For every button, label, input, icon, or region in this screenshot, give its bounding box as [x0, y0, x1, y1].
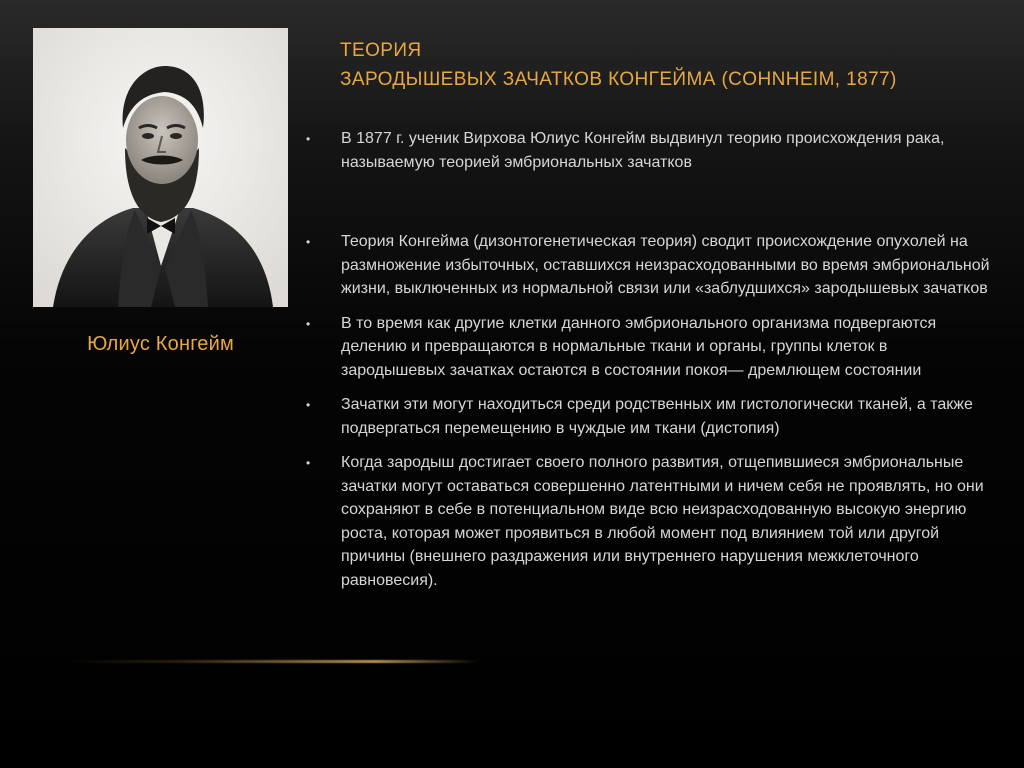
bullet-item: [306, 393, 996, 440]
slide-title-line1: ТЕОРИЯ: [340, 40, 422, 61]
portrait-caption: Юлиус Конгейм: [87, 333, 234, 355]
bullet-item: [306, 451, 996, 592]
bullet-dot-icon: •: [306, 456, 311, 470]
bullet-dot-icon: •: [306, 316, 311, 331]
bullet-dot-icon: •: [306, 132, 311, 146]
portrait-illustration: [33, 28, 288, 307]
bullet-list: [306, 127, 996, 592]
bullet-dot-icon: •: [306, 235, 311, 249]
slide-title: [340, 36, 1000, 94]
bullet-text: Теория Конгейма (дизонтогенетическая теория) сводит происхождение опухолей на размножение избыточных, оставшихся неизрасходованными во время эмбриональной жизни, выключенных из нормальной связи или «заблудшихся» зародышевых зачатков: [341, 233, 990, 297]
bullet-dot-icon: •: [306, 398, 311, 412]
bullet-text: В 1877 г. ученик Вирхова Юлиус Конгейм выдвинул теорию происхождения рака, называемую теорией эмбриональных зачатков: [341, 130, 945, 171]
portrait-photo: [33, 28, 288, 307]
bullet-text: В то время как другие клетки данного эмбрионального организма подвергаются делению и превращаются в нормальные ткани и органы, группы клеток в зародышевых зачатках остаются в состоянии покоя— дремлющем состоянии: [341, 314, 937, 379]
bullet-text: Когда зародыш достигает своего полного развития, отщепившиеся эмбриональные зачатки могут оставаться совершенно латентными и ничем себя не проявлять, но они сохраняют в себе в потенциальном виде всю неизрасходованную высокую энергию роста, которая может проявиться в любой момент под влиянием той или другой причины (внешнего раздражения или внутреннего нарушения межклеточного равновесия).: [341, 454, 984, 589]
decorative-glow-line: [60, 660, 480, 663]
bullet-item: [306, 127, 996, 174]
bullet-item: [306, 230, 996, 301]
bullet-item: [306, 312, 996, 383]
bullet-text: Зачатки эти могут находиться среди родственных им гистологически тканей, а также подвергаться перемещению в чуждые им ткани (дистопия): [341, 396, 973, 437]
slide-title-line2: ЗАРОДЫШЕВЫХ ЗАЧАТКОВ КОНГЕЙМА (COHNHEIM, 1877): [340, 69, 897, 90]
